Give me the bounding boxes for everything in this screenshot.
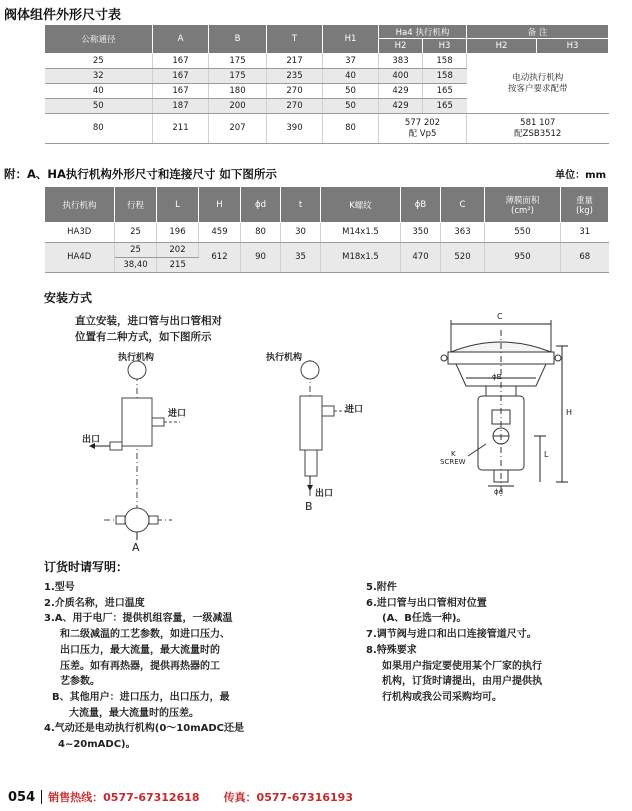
table-cell: 390 <box>267 114 323 144</box>
table-cell: 180 <box>209 84 267 99</box>
cell-line: 配 Vp5 <box>408 128 437 139</box>
table-cell <box>467 114 609 144</box>
list-item: 如果用户指定要使用某个厂家的执行 <box>382 660 542 672</box>
footer-separator <box>41 790 42 804</box>
col-header-b: ϕB <box>401 187 441 223</box>
list-item: 1.型号 <box>44 582 75 593</box>
col-header-k: K螺纹 <box>321 187 401 223</box>
table-cell: 350 <box>401 223 441 243</box>
table-cell: 68 <box>561 243 609 273</box>
dim-screw-label: SCREW <box>440 458 466 466</box>
install-line-2: 位置有二种方式，如下图所示 <box>75 331 212 343</box>
col-header-note: 备 注 <box>467 25 609 39</box>
table-cell: 202 <box>157 243 199 258</box>
dim-b-label: ϕB <box>492 373 502 381</box>
table-cell: 40 <box>45 84 153 99</box>
list-item: 4~20mADC)。 <box>58 739 136 751</box>
table-cell: 217 <box>267 54 323 69</box>
list-item: 出口压力，最大流量，最大流量时的 <box>60 644 220 656</box>
actuator-dimension-subtitle: 附：A、HA执行机构外形尺寸和连接尺寸 如下图所示 <box>4 167 277 181</box>
table-cell: 270 <box>267 99 323 114</box>
dim-c-label: C <box>497 312 503 321</box>
col-header-ha4-h3: H3 <box>423 39 467 54</box>
table-cell: 25 <box>115 243 157 258</box>
col-header-d: ϕd <box>241 187 281 223</box>
cell-line: 配ZSB3512 <box>514 128 562 139</box>
table-cell: 429 <box>379 99 423 114</box>
col-header-stroke: 行程 <box>115 187 157 223</box>
col-header-h1: H1 <box>323 25 379 54</box>
col-header-t: t <box>281 187 321 223</box>
list-item: 和二级减温的工艺参数，如进口压力、 <box>60 629 230 641</box>
table-row <box>45 54 609 69</box>
table-cell: 400 <box>379 69 423 84</box>
list-item: 8.特殊要求 <box>366 644 417 656</box>
table-cell: 211 <box>153 114 209 144</box>
table-cell: 175 <box>209 69 267 84</box>
diagram-a-actuator-label: 执行机构 <box>118 353 155 363</box>
table-cell: 459 <box>199 223 241 243</box>
table-cell: 520 <box>441 243 485 273</box>
table-cell: 207 <box>209 114 267 144</box>
col-header-actuator: 执行机构 <box>45 187 115 223</box>
table-cell: 32 <box>45 69 153 84</box>
table-cell: 383 <box>379 54 423 69</box>
table-cell: 50 <box>45 99 153 114</box>
list-item: (A、B任选一种)。 <box>382 613 467 625</box>
table-cell: 37 <box>323 54 379 69</box>
header-line: (cm²) <box>511 205 534 216</box>
table-cell: 363 <box>441 223 485 243</box>
table-cell: 80 <box>241 223 281 243</box>
diagram-a <box>90 361 180 540</box>
table-cell: 25 <box>115 223 157 243</box>
sales-hotline: 销售热线：0577-67312618 <box>48 791 200 804</box>
col-header-c: C <box>441 187 485 223</box>
table-cell: 429 <box>379 84 423 99</box>
install-line-1: 直立安装，进口管与出口管相对 <box>75 315 222 327</box>
dim-l-label: L <box>544 450 549 459</box>
list-item: 艺参数。 <box>60 676 100 688</box>
list-item: 机构，订货时请提出，由用户提供执 <box>382 676 542 688</box>
table-cell: 80 <box>323 114 379 144</box>
table-cell: 40 <box>323 69 379 84</box>
page-footer <box>8 788 353 806</box>
table-cell <box>379 114 467 144</box>
table-cell: 50 <box>323 99 379 114</box>
merged-note-cell <box>467 54 609 114</box>
table-cell: 167 <box>153 84 209 99</box>
table-cell: 165 <box>423 99 467 114</box>
col-header-l: L <box>157 187 199 223</box>
diagram-b-outlet-label: 出口 <box>315 489 334 499</box>
list-item: B、其他用户：进口压力，出口压力，最 <box>52 691 230 703</box>
table-row <box>45 114 609 144</box>
list-item: 4.气动还是电动执行机构(0～10mADC还是 <box>44 723 244 735</box>
list-item: 压差。如有再热器，提供再热器的工 <box>60 660 220 672</box>
note-line-2: 按客户要求配带 <box>508 83 568 94</box>
col-header-h: H <box>199 187 241 223</box>
table-cell: 25 <box>45 54 153 69</box>
list-item: 3.A、用于电厂：提供机组容量，一级减温 <box>44 613 233 625</box>
table-cell: 38,40 <box>115 258 157 273</box>
table-cell: 80 <box>45 114 153 144</box>
table-cell: 158 <box>423 69 467 84</box>
table-cell: 165 <box>423 84 467 99</box>
header-line: (kg) <box>576 205 593 216</box>
col-header-dn: 公称通径 <box>45 25 153 54</box>
list-item: 7.调节阀与进口和出口连接管道尺寸。 <box>366 629 537 641</box>
diagram-b-actuator-label: 执行机构 <box>266 353 303 363</box>
order-list-right <box>366 580 542 706</box>
actuator-dimension-table <box>44 186 609 273</box>
cell-line: 577 202 <box>404 117 441 128</box>
list-item: 大流量，最大流量时的压差。 <box>69 707 199 719</box>
list-item: 6.进口管与出口管相对位置 <box>366 597 487 609</box>
table-cell: 167 <box>153 54 209 69</box>
dim-h-label: H <box>566 408 573 417</box>
header-line: 薄膜面积 <box>505 195 540 206</box>
table-cell: 50 <box>323 84 379 99</box>
table-cell: 215 <box>157 258 199 273</box>
table-cell: 196 <box>157 223 199 243</box>
list-item: 2.介质名称，进口温度 <box>44 597 145 609</box>
col-header-b: B <box>209 25 267 54</box>
table-cell: 167 <box>153 69 209 84</box>
table-cell: HA4D <box>45 243 115 273</box>
diagram-a-label: A <box>132 541 140 554</box>
col-header-a: A <box>153 25 209 54</box>
col-header-area <box>485 187 561 223</box>
table-cell: 187 <box>153 99 209 114</box>
col-header-ha4: Ha4 执行机构 <box>379 25 467 39</box>
col-header-note-h2: H2 <box>467 39 537 54</box>
col-header-t: T <box>267 25 323 54</box>
table-cell: 950 <box>485 243 561 273</box>
table-cell: 270 <box>267 84 323 99</box>
table-cell: M14x1.5 <box>321 223 401 243</box>
unit-label: 单位：mm <box>555 170 606 181</box>
install-title: 安装方式 <box>44 291 93 305</box>
table-cell: 612 <box>199 243 241 273</box>
table-cell: 30 <box>281 223 321 243</box>
order-list-left <box>44 580 244 753</box>
diagram-b <box>300 360 346 498</box>
table-cell: 550 <box>485 223 561 243</box>
dim-d-label: ϕd <box>494 488 504 496</box>
table-cell: 31 <box>561 223 609 243</box>
table-cell: 175 <box>209 54 267 69</box>
table-cell: M18x1.5 <box>321 243 401 273</box>
table-cell: 35 <box>281 243 321 273</box>
table-row <box>45 223 609 243</box>
table-cell: HA3D <box>45 223 115 243</box>
note-line-1: 电动执行机构 <box>512 72 564 83</box>
header-line: 重量 <box>575 195 593 206</box>
fax-number: 传真：0577-67316193 <box>223 791 353 804</box>
diagram-a-inlet-label: 进口 <box>168 409 187 419</box>
col-header-ha4-h2: H2 <box>379 39 423 54</box>
table-cell: 158 <box>423 54 467 69</box>
col-header-note-h3: H3 <box>537 39 609 54</box>
table-cell: 90 <box>241 243 281 273</box>
install-diagram <box>0 340 420 560</box>
table-cell: 200 <box>209 99 267 114</box>
list-item: 5.附件 <box>366 582 397 593</box>
order-title: 订货时请写明： <box>44 560 129 574</box>
diagram-b-inlet-label: 进口 <box>345 405 364 415</box>
valve-dimension-table <box>44 24 609 144</box>
dim-k-label: K <box>451 450 456 458</box>
page-title: 阀体组件外形尺寸表 <box>4 8 122 23</box>
diagram-a-outlet-label: 出口 <box>82 435 101 445</box>
table-cell: 470 <box>401 243 441 273</box>
table-cell: 235 <box>267 69 323 84</box>
col-header-weight <box>561 187 609 223</box>
page-number: 054 <box>8 789 36 805</box>
diagram-b-label: B <box>305 500 313 513</box>
list-item: 行机构或我公司采购均可。 <box>382 691 502 703</box>
table-row <box>45 243 609 258</box>
cell-line: 581 107 <box>520 117 556 128</box>
